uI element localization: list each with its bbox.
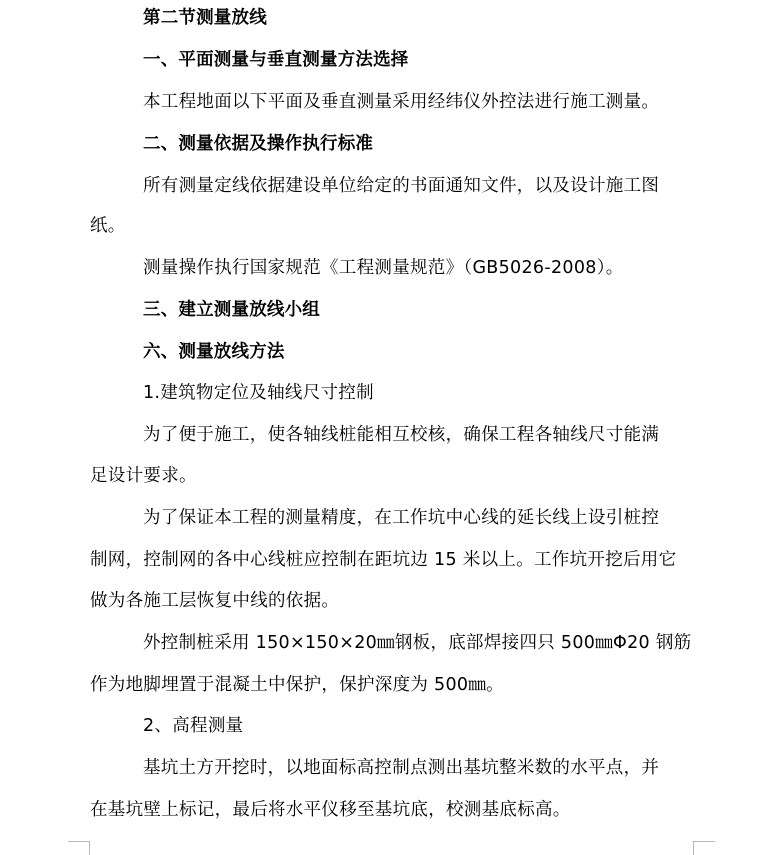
paragraph-line: 本工程地面以下平面及垂直测量采用经纬仪外控法进行施工测量。 xyxy=(143,92,660,112)
paragraph-line: 为了便于施工，使各轴线桩能相互校核，确保工程各轴线尺寸能满 xyxy=(143,425,660,445)
paragraph-line: 纸。 xyxy=(90,216,126,236)
paragraph-line: 足设计要求。 xyxy=(90,466,197,486)
subheading-elevation: 2、高程测量 xyxy=(143,716,244,736)
paragraph-line: 制网，控制网的各中心线桩应控制在距坑边 15 米以上。工作坑开挖后用它 xyxy=(90,550,677,570)
crop-mark-left-horizontal xyxy=(68,841,89,842)
section-title: 第二节测量放线 xyxy=(143,8,267,28)
paragraph-line: 为了保证本工程的测量精度，在工作坑中心线的延长线上设引桩控 xyxy=(143,508,660,528)
paragraph-line: 基坑土方开挖时，以地面标高控制点测出基坑整米数的水平点，并 xyxy=(143,758,660,778)
subheading-positioning: 1.建筑物定位及轴线尺寸控制 xyxy=(143,383,374,403)
heading-2: 二、测量依据及操作执行标准 xyxy=(143,134,374,154)
heading-6: 六、测量放线方法 xyxy=(143,342,285,362)
crop-mark-right-vertical xyxy=(693,841,694,855)
paragraph-line: 所有测量定线依据建设单位给定的书面通知文件，以及设计施工图 xyxy=(143,176,660,196)
paragraph-line: 作为地脚埋置于混凝土中保护，保护深度为 500㎜。 xyxy=(90,675,504,695)
paragraph-line: 测量操作执行国家规范《工程测量规范》（GB5026-2008）。 xyxy=(143,258,624,278)
paragraph-line: 外控制桩采用 150×150×20㎜钢板，底部焊接四只 500㎜Φ20 钢筋 xyxy=(143,633,692,653)
crop-mark-left-vertical xyxy=(89,841,90,855)
heading-3: 三、建立测量放线小组 xyxy=(143,300,320,320)
heading-1: 一、平面测量与垂直测量方法选择 xyxy=(143,50,409,70)
paragraph-line: 在基坑壁上标记，最后将水平仪移至基坑底，校测基底标高。 xyxy=(90,800,571,820)
paragraph-line: 做为各施工层恢复中线的依据。 xyxy=(90,591,340,611)
crop-mark-right-horizontal xyxy=(694,841,715,842)
